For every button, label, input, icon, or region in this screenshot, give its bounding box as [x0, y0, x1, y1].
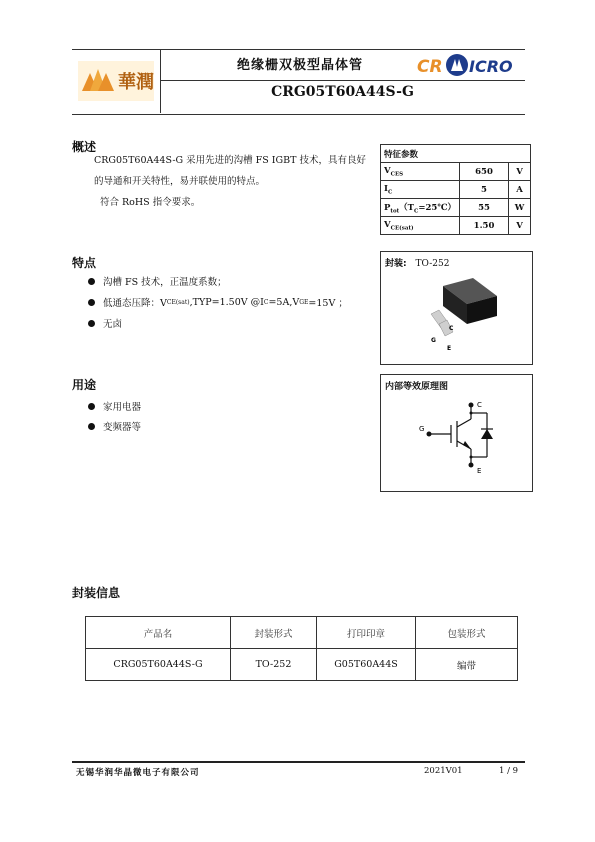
table-cell: 编带 [416, 649, 518, 681]
table-cell: G05T60A44S [317, 649, 416, 681]
spec-table [380, 144, 531, 235]
package-info-table [85, 616, 518, 681]
spec-row: $P_{tot}(T_C=25℃)$ 55 W [381, 199, 531, 217]
feature-item: 无卤 [88, 316, 122, 330]
svg-text:E: E [447, 345, 452, 352]
table-header-row [86, 617, 518, 649]
table-header-cell: 产品名 [86, 617, 231, 649]
svg-text:C: C [477, 401, 482, 409]
table-header-cell: 包装形式 [416, 617, 518, 649]
footer-company: 无锡华润华晶微电子有限公司 [76, 768, 200, 778]
application-item: 变频器等 [88, 419, 141, 433]
part-number: CRG05T60A44S-G [271, 84, 414, 100]
table-cell: CRG05T60A44S-G [86, 649, 231, 681]
svg-text:ICRO: ICRO [469, 57, 513, 76]
spec-table-title: 特征参数 [381, 145, 531, 163]
crmicro-logo [415, 51, 521, 79]
overview-line-1: CRG05T60A44S-G 采用先进的沟槽 FS IGBT 技术，具有良好 [94, 155, 366, 166]
header-divider [160, 80, 525, 81]
overview-line-3: 符合 RoHS 指令要求。 [100, 197, 201, 208]
table-cell: TO-252 [231, 649, 317, 681]
table-row [86, 649, 518, 681]
bullet-icon [88, 320, 95, 327]
to252-package-icon [421, 274, 501, 360]
footer-version: 2021V01 [424, 766, 463, 776]
package-box [380, 251, 533, 365]
spec-row: $V_{CE(sat)}$ 1.50 V [381, 217, 531, 235]
svg-text:華潤: 華潤 [118, 72, 154, 93]
bullet-icon [88, 299, 95, 306]
feature-item: 低通态压降：V CE(sat) ,TYP=1.50V @I C =5A,V GE =15V ； [88, 295, 348, 309]
features-title: 特点 [72, 256, 97, 270]
application-item: 家用电器 [88, 399, 141, 413]
package-info-title: 封装信息 [72, 586, 121, 600]
spec-row: $V_{CES}$ 650 V [381, 163, 531, 181]
applications-title: 用途 [72, 378, 97, 392]
overview-title: 概述 [72, 140, 97, 154]
circuit-title: 内部等效原理图 [385, 382, 449, 392]
svg-text:C: C [449, 325, 454, 332]
bullet-icon [88, 403, 95, 410]
bullet-icon [88, 423, 95, 430]
feature-item: 沟槽 FS 技术，正温度系数； [88, 274, 227, 288]
circuit-box [380, 374, 533, 492]
overview-body [94, 150, 374, 213]
footer-rule [72, 761, 525, 763]
header-divider [160, 49, 161, 113]
svg-text:E: E [477, 467, 482, 475]
spec-row: $I_C$ 5 A [381, 181, 531, 199]
footer-page-number: 1 / 9 [499, 766, 519, 776]
svg-text:G: G [431, 337, 436, 344]
huarun-logo [76, 55, 156, 107]
igbt-symbol-icon [411, 393, 511, 489]
table-header-cell: 打印印章 [317, 617, 416, 649]
document-title: 绝缘栅双极型晶体管 [236, 58, 363, 73]
package-label-row: 封装: TO-252 [385, 259, 450, 269]
table-header-cell: 封装形式 [231, 617, 317, 649]
svg-text:G: G [419, 425, 425, 433]
svg-text:CR: CR [417, 57, 443, 77]
overview-line-2: 的导通和开关特性，易并联使用的特点。 [94, 176, 266, 187]
bullet-icon [88, 278, 95, 285]
